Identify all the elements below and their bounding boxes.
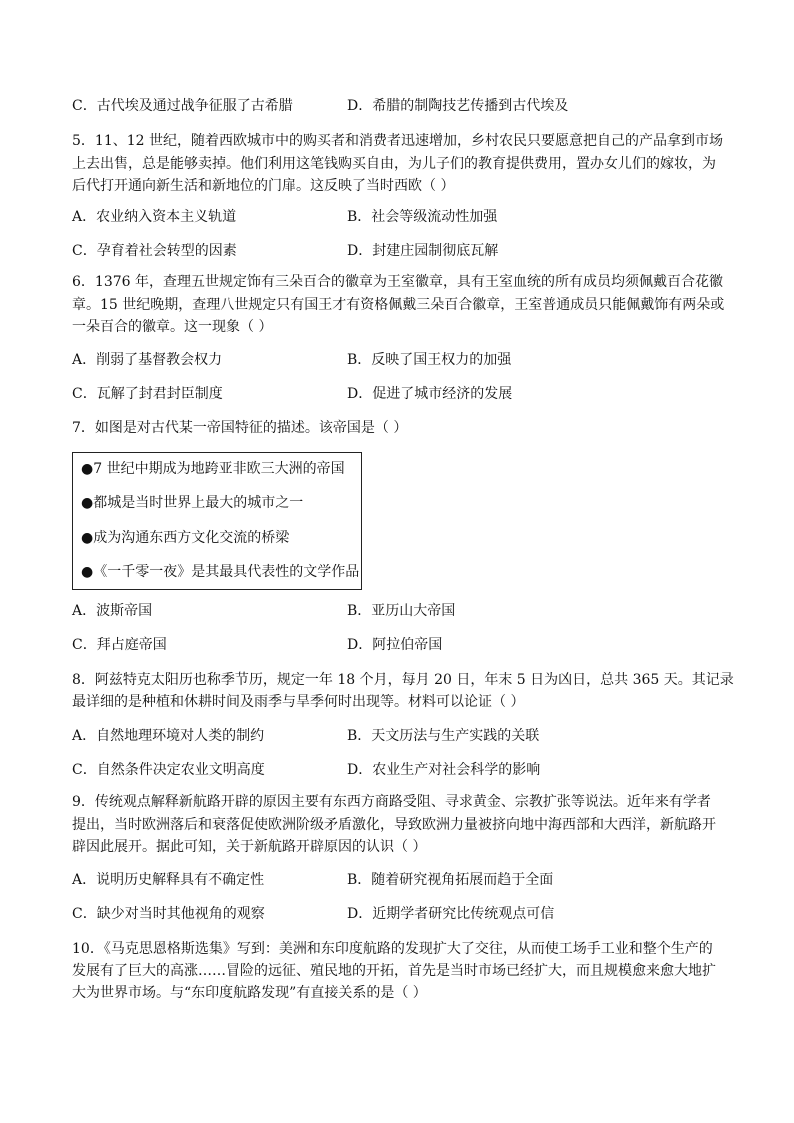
q8-option-c: C．自然条件决定农业文明高度 [72,762,265,778]
q6-stem-line-3: 一朵百合的徽章。这一现象（ ） [72,319,273,335]
q9-stem-line-3: 辟因此展开。据此可知，关于新航路开辟原因的认识（ ） [72,839,427,855]
q4-option-c: C．古代埃及通过战争征服了古希腊 [72,98,293,114]
q7-option-d: D．阿拉伯帝国 [347,637,443,653]
q7-box-item-3: ●成为沟通东西方文化交流的桥梁 [81,530,290,546]
q9-option-c: C．缺少对当时其他视角的观察 [72,906,265,922]
q5-option-b: B．社会等级流动性加强 [347,209,498,225]
q6-option-c: C．瓦解了封君封臣制度 [72,386,223,402]
q7-option-c: C．拜占庭帝国 [72,637,167,653]
q6-option-a: A．削弱了基督教会权力 [72,352,223,368]
q8-stem-line-1: 8．阿兹特克太阳历也称季节历，规定一年 18 个月，每月 20 日，年末 5 日为凶日，总共 365 天。其记录 [72,672,734,688]
q7-stem-line-1: 7．如图是对古代某一帝国特征的描述。该帝国是（ ） [72,420,408,436]
q7-feature-box [72,452,362,590]
q6-option-d: D．促进了城市经济的发展 [347,386,513,402]
q8-option-b: B．天文历法与生产实践的关联 [347,728,540,744]
q10-stem-line-3: 大为世界市场。与“东印度航路发现”有直接关系的是（ ） [72,985,427,1001]
q7-option-a: A．波斯帝国 [72,603,153,619]
q7-option-b: B．亚历山大帝国 [347,603,456,619]
q9-option-a: A．说明历史解释具有不确定性 [72,872,265,888]
q7-box-item-1: ●7 世纪中期成为地跨亚非欧三大洲的帝国 [81,461,345,477]
q5-stem-line-2: 上去出售，总是能够卖掉。他们利用这笔钱购买自由，为儿子们的教育提供费用，置办女儿们的嫁妆，为 [72,156,716,172]
q8-stem-line-2: 最详细的是种植和休耕时间及雨季与旱季何时出现等。材料可以论证（ ） [72,694,525,710]
q7-box-item-4: ●《一千零一夜》是其最具代表性的文学作品 [81,564,360,580]
q5-option-c: C．孕育着社会转型的因素 [72,243,237,259]
q10-stem-line-1: 10．《马克思恩格斯选集》写到：美洲和东印度航路的发现扩大了交往，从而使工场手工业和整个生产的 [72,941,713,957]
q5-option-a: A．农业纳入资本主义轨道 [72,209,237,225]
q9-option-b: B．随着研究视角拓展而趋于全面 [347,872,554,888]
q5-stem-line-3: 后代打开通向新生活和新地位的门扉。这反映了当时西欧（ ） [72,178,455,194]
q6-stem-line-1: 6．1376 年，查理五世规定饰有三朵百合的徽章为王室徽章，具有王室血统的所有成员均须佩戴百合花徽 [72,274,723,290]
q5-stem-line-1: 5．11、12 世纪，随着西欧城市中的购买者和消费者迅速增加，乡村农民只要愿意把自己的产品拿到市场 [72,133,723,149]
q6-stem-line-2: 章。15 世纪晚期，查理八世规定只有国王才有资格佩戴三朵百合徽章，王室普通成员只能佩戴饰有两朵或 [72,297,725,313]
q9-option-d: D．近期学者研究比传统观点可信 [347,906,555,922]
q7-box-item-2: ●都城是当时世界上最大的城市之一 [81,495,304,511]
q4-option-d: D．希腊的制陶技艺传播到古代埃及 [347,98,569,114]
q8-option-a: A．自然地理环境对人类的制约 [72,728,265,744]
q9-stem-line-2: 提出，当时欧洲落后和衰落促使欧洲阶级矛盾激化，导致欧洲力量被挤向地中海西部和大西洋，新航路开 [72,817,716,833]
q6-option-b: B．反映了国王权力的加强 [347,352,512,368]
q8-option-d: D．农业生产对社会科学的影响 [347,762,541,778]
q9-stem-line-1: 9．传统观点解释新航路开辟的原因主要有东西方商路受阻、寻求黄金、宗教扩张等说法。近年来有学者 [72,794,711,810]
q10-stem-line-2: 发展有了巨大的高涨……冒险的远征、殖民地的开拓，首先是当时市场已经扩大，而且规模愈来愈大地扩 [72,963,716,979]
q5-option-d: D．封建庄园制彻底瓦解 [347,243,499,259]
